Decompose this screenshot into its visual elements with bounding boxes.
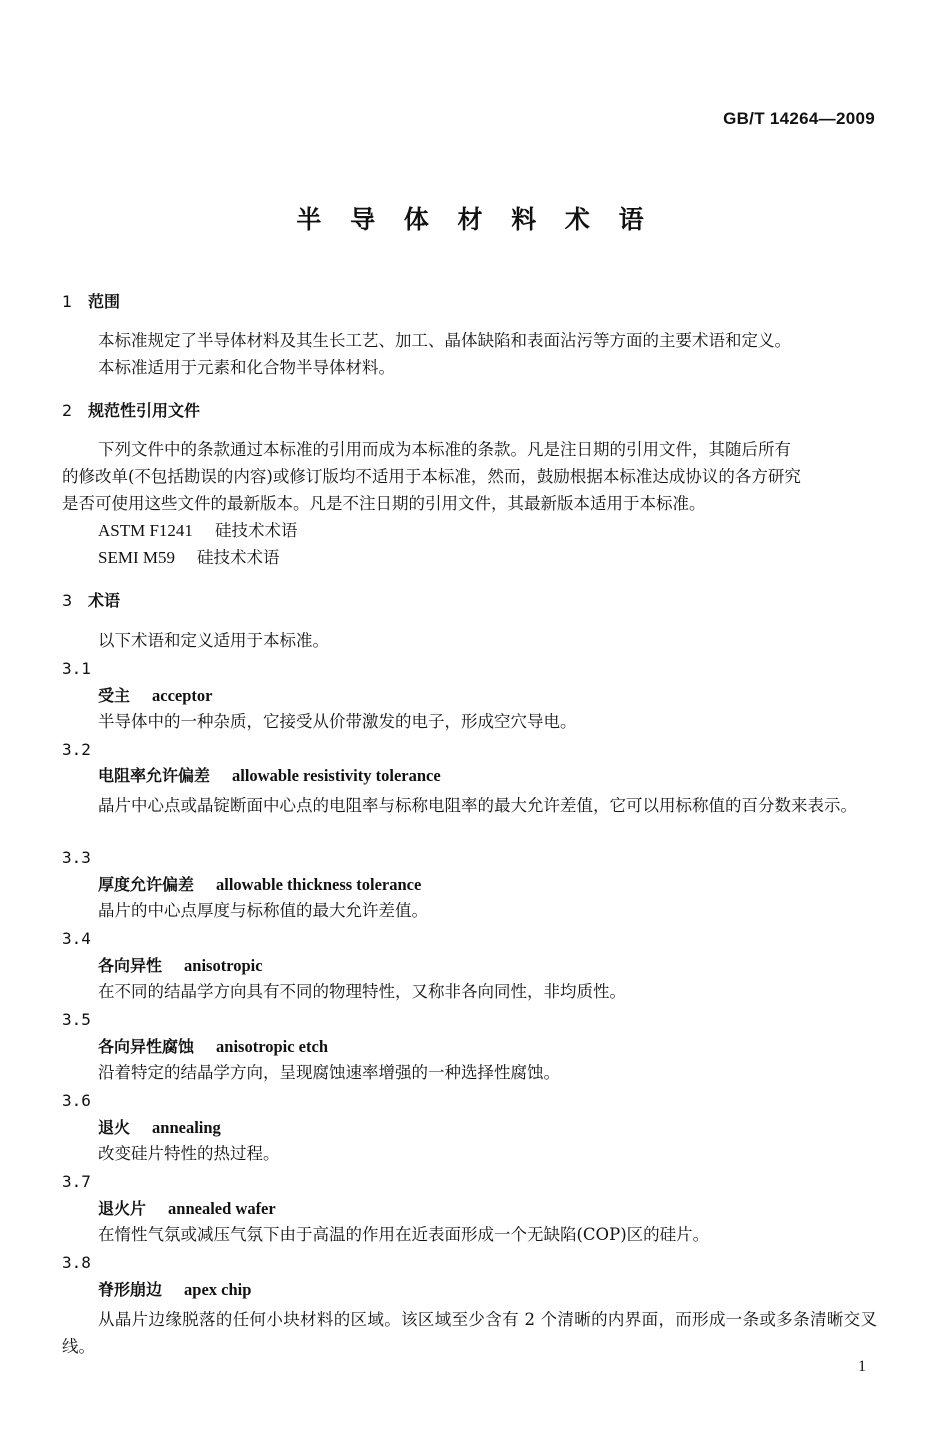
term-heading bbox=[98, 1118, 877, 1138]
term-heading bbox=[98, 875, 877, 895]
term-number: 3.7 bbox=[62, 1172, 91, 1191]
term-heading bbox=[98, 1199, 877, 1219]
term-definition: 在不同的结晶学方向具有不同的物理特性，又称非各向同性，非均质性。 bbox=[98, 982, 626, 1001]
term-heading bbox=[98, 766, 877, 786]
reference-item bbox=[98, 521, 877, 541]
term-en: annealing bbox=[152, 1118, 221, 1137]
standard-code: GB/T 14264—2009 bbox=[723, 109, 875, 128]
section-1-paragraph: 本标准规定了半导体材料及其生长工艺、加工、晶体缺陷和表面沾污等方面的主要术语和定义。 bbox=[98, 331, 791, 350]
term-definition: 沿着特定的结晶学方向，呈现腐蚀速率增强的一种选择性腐蚀。 bbox=[98, 1063, 560, 1082]
term-zh: 退火 bbox=[98, 1118, 131, 1137]
term-zh: 电阻率允许偏差 bbox=[98, 766, 211, 785]
term-definition: 在惰性气氛或减压气氛下由于高温的作用在近表面形成一个无缺陷(COP)区的硅片。 bbox=[98, 1225, 710, 1244]
term-en: anisotropic etch bbox=[216, 1037, 328, 1056]
term-definition: 晶片的中心点厚度与标称值的最大允许差值。 bbox=[98, 901, 428, 920]
section-3-intro: 以下术语和定义适用于本标准。 bbox=[98, 631, 329, 650]
term-heading bbox=[98, 956, 877, 976]
term-definition: 从晶片边缘脱落的任何小块材料的区域。该区域至少含有 2 个清晰的内界面，而形成一条或多条清晰交叉线。 bbox=[62, 1310, 877, 1356]
section-number: 2 bbox=[62, 401, 73, 420]
section-title: 范围 bbox=[88, 292, 121, 311]
term-number: 3.2 bbox=[62, 740, 91, 759]
term-number: 3.1 bbox=[62, 659, 91, 678]
term-number: 3.8 bbox=[62, 1253, 91, 1272]
section-title: 术语 bbox=[88, 591, 121, 610]
term-en: apex chip bbox=[184, 1280, 252, 1299]
page-number: 1 bbox=[858, 1358, 866, 1375]
reference-code: SEMI M59 bbox=[98, 548, 175, 567]
term-definition: 改变硅片特性的热过程。 bbox=[98, 1144, 280, 1163]
reference-name: 硅技术术语 bbox=[196, 548, 280, 567]
term-number: 3.5 bbox=[62, 1010, 91, 1029]
term-definition: 晶片中心点或晶锭断面中心点的电阻率与标称电阻率的最大允许差值，它可以用标称值的百分数来表示。 bbox=[98, 796, 857, 815]
section-number: 3 bbox=[62, 591, 73, 610]
reference-item bbox=[98, 548, 877, 568]
term-en: allowable resistivity tolerance bbox=[232, 766, 441, 785]
section-2-paragraph-line: 下列文件中的条款通过本标准的引用而成为本标准的条款。凡是注日期的引用文件，其随后所有 bbox=[98, 440, 791, 459]
term-zh: 退火片 bbox=[98, 1199, 147, 1218]
term-zh: 各向异性 bbox=[98, 956, 163, 975]
section-2-heading bbox=[62, 401, 877, 421]
section-2-paragraph-line: 是否可使用这些文件的最新版本。凡是不注日期的引用文件，其最新版本适用于本标准。 bbox=[62, 494, 706, 513]
document-title: 半 导 体 材 料 术 语 bbox=[296, 205, 654, 234]
term-en: acceptor bbox=[152, 686, 213, 705]
term-heading bbox=[98, 1280, 877, 1300]
term-en: anisotropic bbox=[184, 956, 263, 975]
term-zh: 厚度允许偏差 bbox=[98, 875, 195, 894]
term-number: 3.6 bbox=[62, 1091, 91, 1110]
term-zh: 脊形崩边 bbox=[98, 1280, 163, 1299]
term-heading bbox=[98, 686, 877, 706]
reference-name: 硅技术术语 bbox=[214, 521, 298, 540]
term-definition: 半导体中的一种杂质，它接受从价带激发的电子，形成空穴导电。 bbox=[98, 712, 577, 731]
term-zh: 受主 bbox=[98, 686, 131, 705]
term-en: annealed wafer bbox=[168, 1199, 276, 1218]
section-title: 规范性引用文件 bbox=[88, 401, 201, 420]
section-2-paragraph-line: 的修改单(不包括勘误的内容)或修订版均不适用于本标准，然而，鼓励根据本标准达成协议的各方研究 bbox=[62, 467, 801, 486]
section-3-heading bbox=[62, 591, 877, 611]
section-number: 1 bbox=[62, 292, 73, 311]
section-1-paragraph: 本标准适用于元素和化合物半导体材料。 bbox=[98, 358, 395, 377]
term-zh: 各向异性腐蚀 bbox=[98, 1037, 195, 1056]
term-number: 3.3 bbox=[62, 848, 91, 867]
section-1-heading bbox=[62, 292, 877, 312]
term-number: 3.4 bbox=[62, 929, 91, 948]
reference-code: ASTM F1241 bbox=[98, 521, 193, 540]
term-heading bbox=[98, 1037, 877, 1057]
term-en: allowable thickness tolerance bbox=[216, 875, 422, 894]
